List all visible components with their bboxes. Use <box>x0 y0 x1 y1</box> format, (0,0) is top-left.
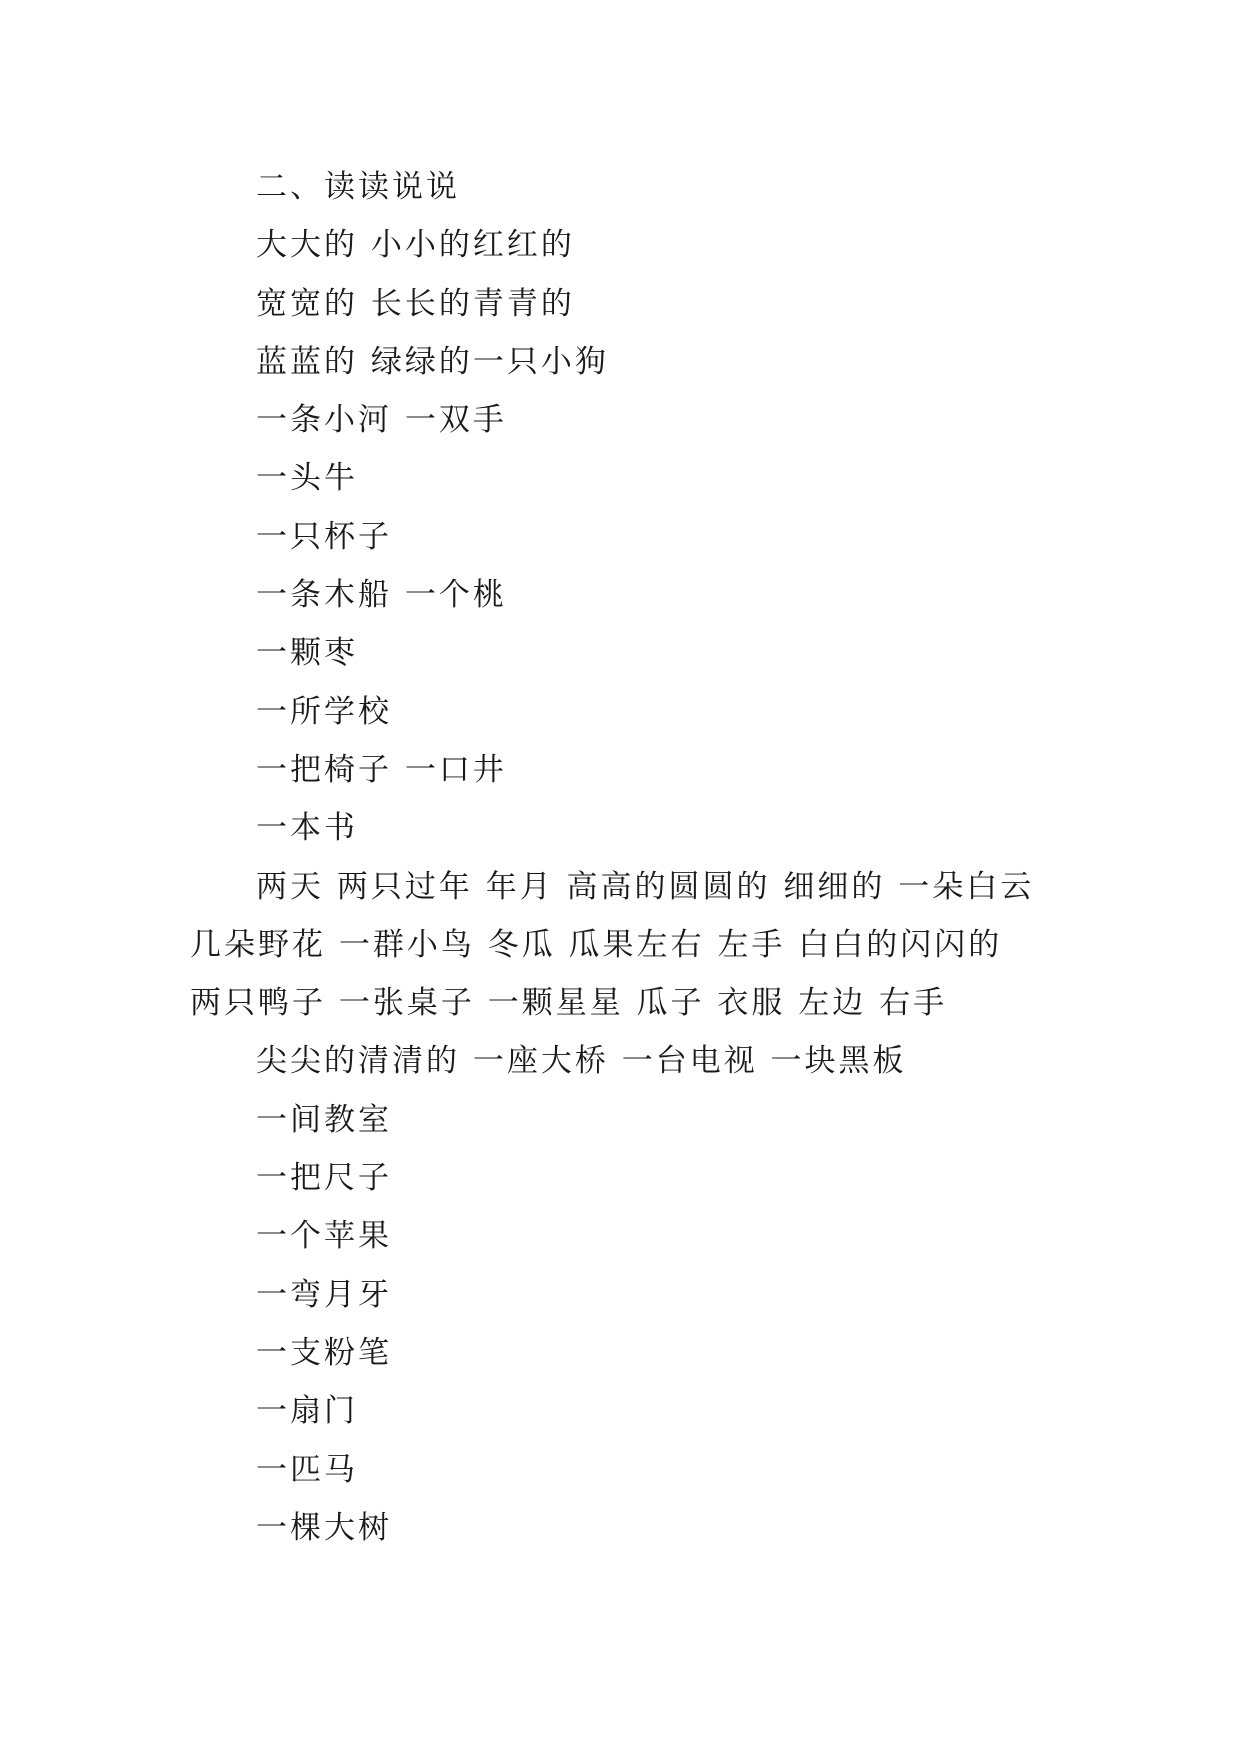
text-line: 尖尖的清清的 一座大桥 一台电视 一块黑板 <box>256 1043 907 1080</box>
text-line: 一头牛 <box>256 460 358 497</box>
text-line: 一棵大树 <box>256 1509 392 1546</box>
text-line: 一支粉笔 <box>256 1334 392 1371</box>
text-line: 蓝蓝的 绿绿的一只小狗 <box>256 343 609 380</box>
text-line: 一个苹果 <box>256 1218 392 1255</box>
text-line: 两天 两只过年 年月 高高的圆圆的 细细的 一朵白云 <box>256 868 1035 905</box>
document-body <box>190 158 1060 1557</box>
text-line: 宽宽的 长长的青青的 <box>256 285 575 322</box>
text-line: 一匹马 <box>256 1451 358 1488</box>
text-line: 一本书 <box>256 810 358 847</box>
text-line-continuation: 几朵野花 一群小鸟 冬瓜 瓜果左右 左手 白白的闪闪的 <box>190 926 1003 963</box>
text-line: 一颗枣 <box>256 635 358 672</box>
text-line: 一把椅子 一口井 <box>256 751 507 788</box>
text-line: 一条小河 一双手 <box>256 402 507 439</box>
text-line: 一扇门 <box>256 1393 358 1430</box>
text-line: 一间教室 <box>256 1101 392 1138</box>
text-line: 一所学校 <box>256 693 392 730</box>
text-line: 一把尺子 <box>256 1160 392 1197</box>
text-line: 一弯月牙 <box>256 1276 392 1313</box>
section-heading: 二、读读说说 <box>256 169 460 205</box>
text-line: 大大的 小小的红红的 <box>256 227 575 264</box>
text-line: 一只杯子 <box>256 518 392 555</box>
text-line: 一条木船 一个桃 <box>256 577 507 614</box>
text-line-continuation: 两只鸭子 一张桌子 一颗星星 瓜子 衣服 左边 右手 <box>190 985 948 1022</box>
